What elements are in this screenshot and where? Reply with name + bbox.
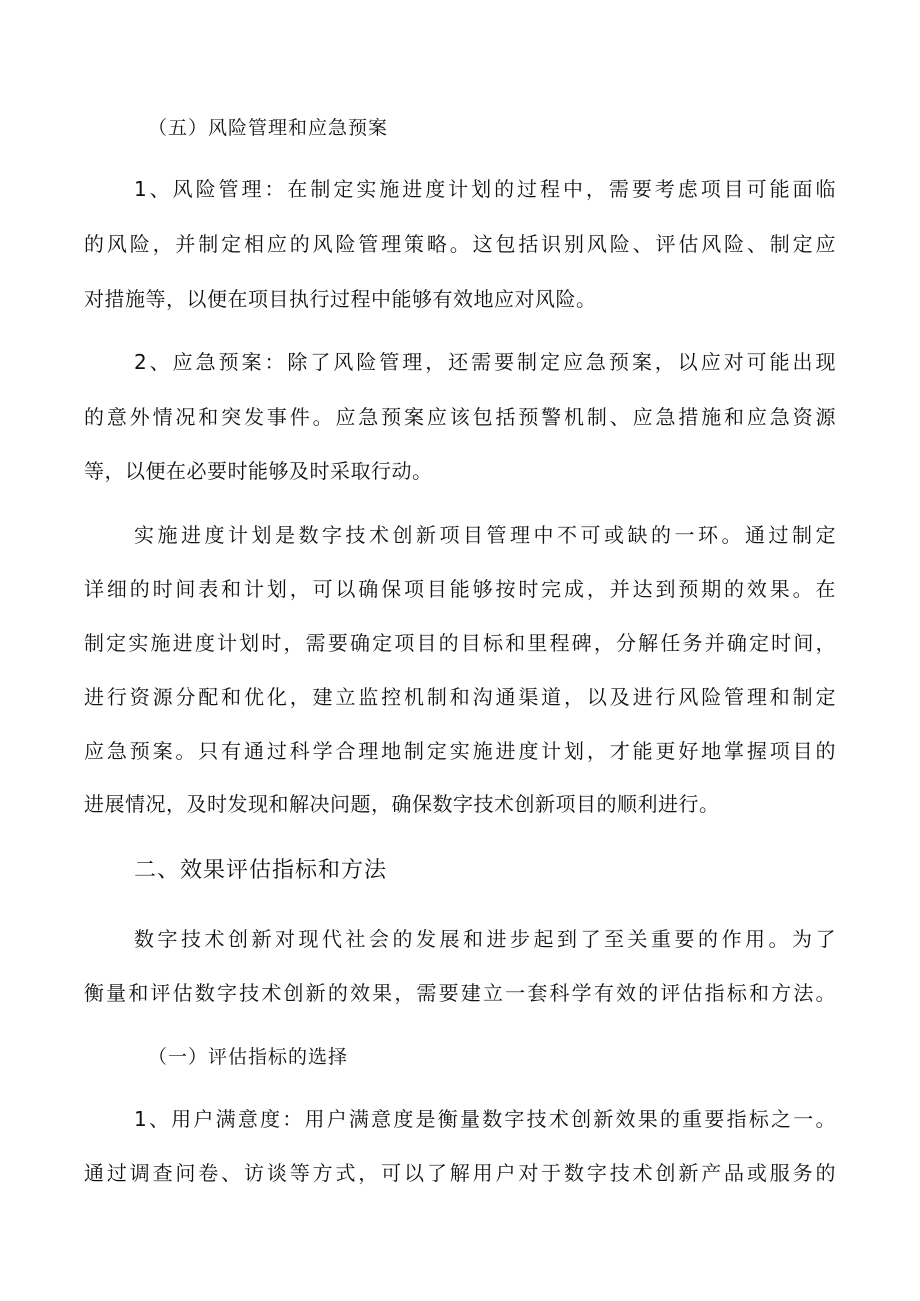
paragraph-line: 应急预案。只有通过科学合理地制定实施进度计划，才能更好地掌握项目的 bbox=[84, 739, 836, 763]
chapter-heading-evaluation: 二、效果评估指标和方法 bbox=[134, 858, 388, 883]
paragraph-line: 的风险，并制定相应的风险管理策略。这包括识别风险、评估风险、制定应 bbox=[84, 232, 836, 256]
paragraph-line: 制定实施进度计划时，需要确定项目的目标和里程碑，分解任务并确定时间， bbox=[84, 631, 836, 655]
paragraph-line: 进展情况，及时发现和解决问题，确保数字技术创新项目的顺利进行。 bbox=[84, 792, 720, 816]
paragraph-line: 1、风险管理：在制定实施进度计划的过程中，需要考虑项目可能面临 bbox=[134, 177, 836, 201]
paragraph-line: 2、应急预案：除了风险管理，还需要制定应急预案，以应对可能出现 bbox=[134, 350, 836, 374]
paragraph-line: 实施进度计划是数字技术创新项目管理中不可或缺的一环。通过制定 bbox=[134, 523, 836, 547]
paragraph-line: 等，以便在必要时能够及时采取行动。 bbox=[84, 459, 433, 483]
paragraph-line: 衡量和评估数字技术创新的效果，需要建立一套科学有效的评估指标和方法。 bbox=[84, 981, 836, 1005]
subsection-heading-indicator-selection: （一）评估指标的选择 bbox=[148, 1046, 349, 1068]
paragraph-line: 的意外情况和突发事件。应急预案应该包括预警机制、应急措施和应急资源 bbox=[84, 405, 836, 429]
paragraph-line: 1、用户满意度：用户满意度是衡量数字技术创新效果的重要指标之一。 bbox=[134, 1107, 836, 1131]
paragraph-line: 进行资源分配和优化，建立监控机制和沟通渠道，以及进行风险管理和制定 bbox=[84, 685, 836, 709]
paragraph-line: 数字技术创新对现代社会的发展和进步起到了至关重要的作用。为了 bbox=[134, 927, 836, 951]
paragraph-line: 对措施等，以便在项目执行过程中能够有效地应对风险。 bbox=[84, 287, 597, 311]
paragraph-line: 详细的时间表和计划，可以确保项目能够按时完成，并达到预期的效果。在 bbox=[84, 577, 836, 601]
paragraph-line: 通过调查问卷、访谈等方式，可以了解用户对于数字技术创新产品或服务的 bbox=[84, 1161, 836, 1185]
section-heading-risk-management: （五）风险管理和应急预案 bbox=[148, 117, 389, 139]
